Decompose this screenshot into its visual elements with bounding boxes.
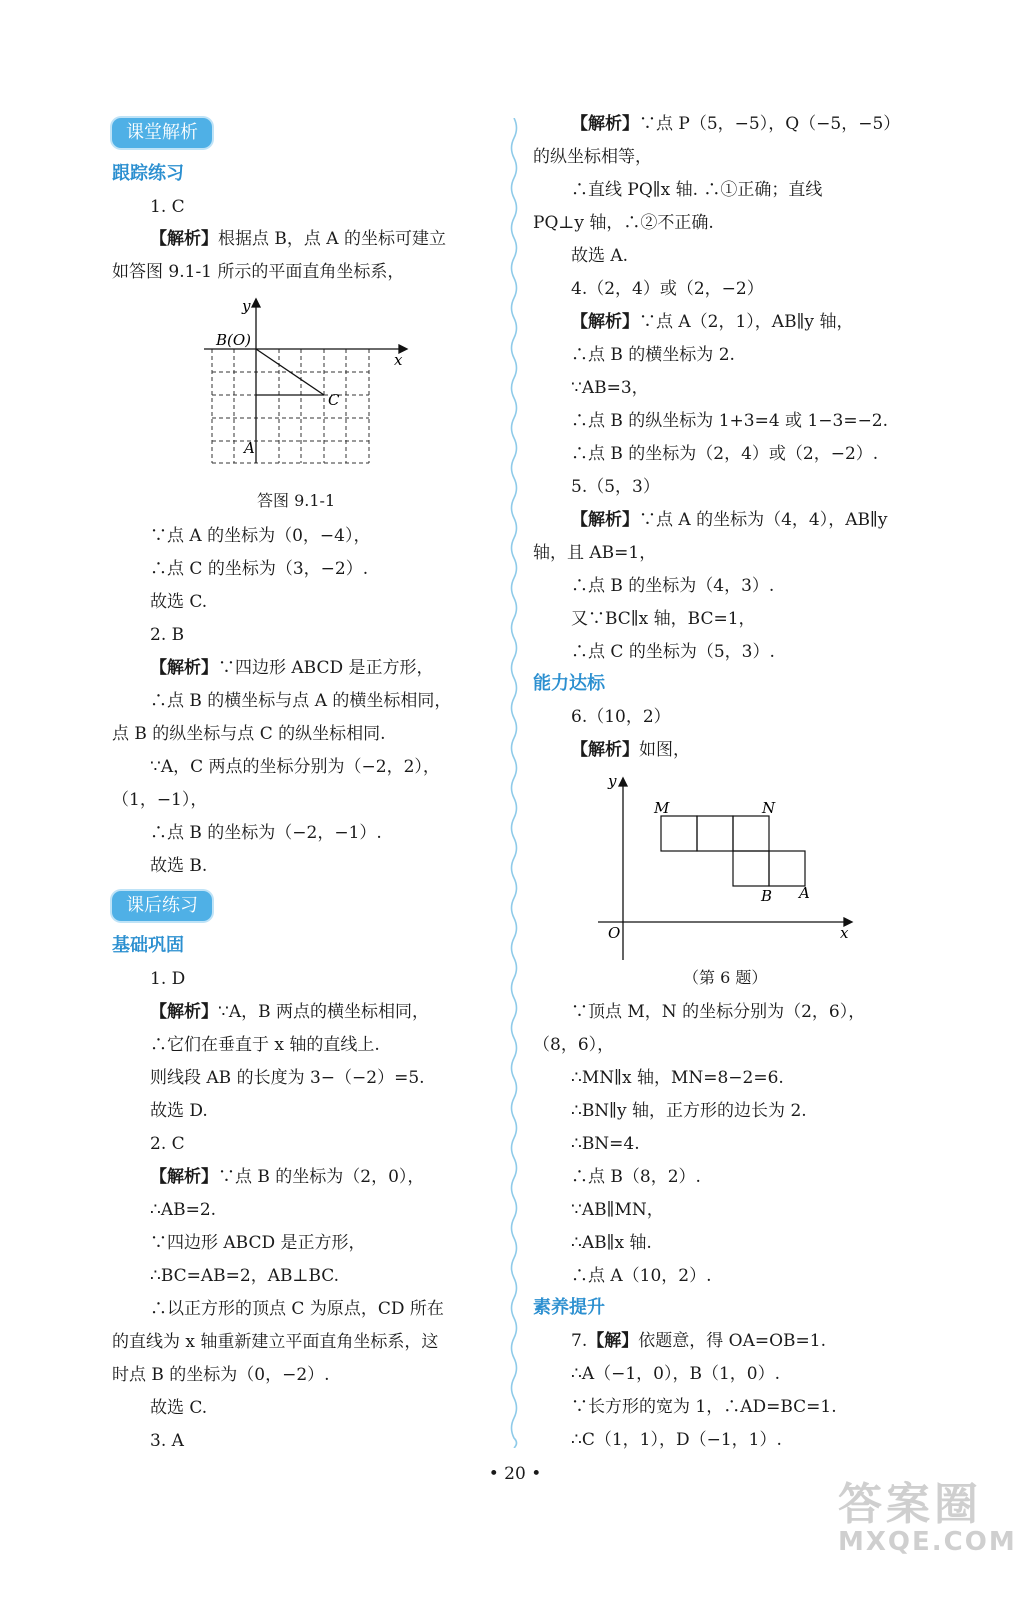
text-line: ∴A（−1，0），B（1，0）. (571, 1364, 780, 1384)
text-line: 点 B 的纵坐标与点 C 的纵坐标相同. (112, 724, 386, 744)
subheading-basics: 基础巩固 (112, 935, 184, 956)
answer-line: 1. D (150, 969, 186, 989)
text-line: ∴点 B 的横坐标与点 A 的横坐标相同， (150, 691, 452, 711)
text-line: ∴点 B 的坐标为（2，4）或（2，−2）. (571, 444, 879, 464)
text-line: ∵长方形的宽为 1，∴AD=BC=1. (571, 1397, 837, 1417)
text-line: ∴点 B 的坐标为（4，3）. (571, 576, 775, 596)
text-line: ∴点 C 的坐标为（3，−2）. (150, 559, 369, 579)
label-b: B (761, 887, 773, 905)
analysis-text: ∵点 A（2，1），AB∥y 轴， (639, 312, 854, 332)
analysis-tag: 【解析】 (571, 312, 639, 332)
y-label: y (608, 772, 617, 790)
text-line: ∴它们在垂直于 x 轴的直线上. (150, 1035, 380, 1055)
text-line: ∴MN∥x 轴，MN=8−2=6. (571, 1068, 784, 1088)
label-a: A (799, 884, 810, 902)
analysis-line (571, 311, 853, 333)
label-m: M (654, 799, 670, 817)
answer-line: 5.（5，3） (571, 477, 660, 497)
solution-tag: 【解】 (587, 1331, 639, 1351)
text-line: ∵AB∥MN， (571, 1200, 664, 1220)
x-label: x (394, 351, 403, 369)
answer-line: 4.（2，4）或（2，−2） (571, 279, 764, 299)
text-line: （8，6）， (533, 1035, 615, 1055)
text-line: ∵顶点 M，N 的坐标分别为（2，6）， (571, 1002, 866, 1022)
answer-line: 2. B (150, 625, 185, 645)
squares (661, 816, 805, 886)
figure-caption: 答图 9.1-1 (257, 491, 336, 510)
text-line: ∴AB∥x 轴. (571, 1233, 652, 1253)
text-line: 又∵BC∥x 轴，BC=1， (571, 609, 756, 629)
analysis-tag: 【解析】 (150, 229, 218, 249)
label-a: A (244, 439, 255, 457)
analysis-text: ∵点 P（5，−5），Q（−5，−5） (639, 114, 901, 134)
analysis-line (150, 657, 434, 679)
analysis-tag: 【解析】 (150, 658, 218, 678)
section-badge-after-class: 课后练习 (112, 891, 212, 921)
analysis-tag: 【解析】 (571, 510, 639, 530)
answer-line: 3. A (150, 1431, 184, 1451)
text-line: PQ⊥y 轴，∴②不正确. (533, 213, 714, 233)
subheading-ability: 能力达标 (533, 673, 605, 694)
label-c: C (328, 391, 340, 409)
text-line: ∴点 A（10，2）. (571, 1266, 712, 1286)
text-line: 如答图 9.1-1 所示的平面直角坐标系， (112, 262, 405, 282)
analysis-text: 如图， (639, 740, 690, 760)
text-line: ∵A，C 两点的坐标分别为（−2，2）， (150, 757, 440, 777)
figure-9-1-1 (194, 295, 434, 475)
text-line: 故选 C. (150, 1398, 208, 1418)
analysis-text: 根据点 B，点 A 的坐标可建立 (218, 229, 446, 249)
analysis-line (150, 1001, 429, 1023)
label-n: N (762, 799, 776, 817)
subheading-tracking: 跟踪练习 (112, 163, 184, 184)
question-number: 7. (571, 1331, 588, 1351)
text-line: ∴BN=4. (571, 1134, 640, 1154)
answer-line: 2. C (150, 1134, 185, 1154)
page-number: • 20 • (488, 1464, 542, 1484)
analysis-tag: 【解析】 (150, 1002, 218, 1022)
subheading-literacy: 素养提升 (533, 1297, 605, 1318)
text-line: 的直线为 x 轴重新建立平面直角坐标系，这 (112, 1332, 439, 1352)
text-line: 故选 D. (150, 1101, 208, 1121)
section-badge-classroom: 课堂解析 (112, 118, 212, 148)
analysis-text: ∵点 B 的坐标为（2，0）， (218, 1167, 425, 1187)
analysis-line (150, 1166, 424, 1188)
text-line: ∵AB=3， (571, 378, 649, 398)
origin-label: O (608, 924, 621, 942)
y-axis-arrow-icon (252, 299, 260, 307)
analysis-tag: 【解析】 (571, 114, 639, 134)
text-line: ∴C（1，1），D（−1，1）. (571, 1430, 782, 1450)
text-line: ∴点 B 的坐标为（−2，−1）. (150, 823, 382, 843)
watermark-url: MXQE.COM (838, 1527, 1017, 1557)
watermark (838, 1479, 1017, 1557)
analysis-line (150, 228, 446, 250)
analysis-tag: 【解析】 (571, 740, 639, 760)
text-line: ∴BC=AB=2，AB⊥BC. (150, 1266, 340, 1286)
y-axis-arrow-icon (619, 778, 627, 786)
text-line: 则线段 AB 的长度为 3−（−2）=5. (150, 1068, 425, 1088)
analysis-text: ∵四边形 ABCD 是正方形， (218, 658, 434, 678)
dashed-grid (212, 349, 369, 463)
label-bo: B(O) (216, 331, 252, 349)
text-line: （1，−1）， (112, 790, 208, 810)
text-line: 故选 C. (150, 592, 208, 612)
text-line: ∵点 A 的坐标为（0，−4）， (150, 526, 371, 546)
x-label: x (840, 924, 849, 942)
text-line: 的纵坐标相等， (533, 147, 652, 167)
text-line: 故选 B. (150, 856, 208, 876)
analysis-line (571, 509, 887, 531)
text-line: 时点 B 的坐标为（0，−2）. (112, 1365, 330, 1385)
watermark-logo-text: 答案圈 (838, 1479, 982, 1530)
text-line: ∴点 B 的横坐标为 2. (571, 345, 735, 365)
text-line: ∴点 B（8，2）. (571, 1167, 701, 1187)
text-line: ∴AB=2. (150, 1200, 217, 1220)
answer-line: 6.（10，2） (571, 707, 671, 727)
analysis-line (571, 113, 900, 135)
answer-line: 1. C (150, 197, 185, 217)
analysis-text: ∵点 A 的坐标为（4，4），AB∥y (639, 510, 888, 530)
analysis-tag: 【解析】 (150, 1167, 218, 1187)
y-label: y (242, 297, 251, 315)
solution-text: 依题意，得 OA=OB=1. (638, 1331, 826, 1351)
analysis-line (571, 739, 690, 761)
text-line: 故选 A. (571, 246, 629, 266)
analysis-line (571, 1330, 826, 1352)
text-line: ∴点 C 的坐标为（5，3）. (571, 642, 775, 662)
text-line: ∴直线 PQ∥x 轴. ∴①正确；直线 (571, 180, 823, 200)
text-line: ∴BN∥y 轴，正方形的边长为 2. (571, 1101, 807, 1121)
analysis-text: ∵A，B 两点的横坐标相同， (218, 1002, 429, 1022)
text-line: 轴，且 AB=1， (533, 543, 657, 563)
text-line: ∵四边形 ABCD 是正方形， (150, 1233, 366, 1253)
text-line: ∴以正方形的顶点 C 为原点，CD 所在 (150, 1299, 444, 1319)
figure-caption: （第 6 题） (683, 968, 768, 987)
column-divider (507, 118, 521, 1448)
text-line: ∴点 B 的纵坐标为 1+3=4 或 1−3=−2. (571, 411, 889, 431)
figure-question-6 (588, 770, 863, 965)
